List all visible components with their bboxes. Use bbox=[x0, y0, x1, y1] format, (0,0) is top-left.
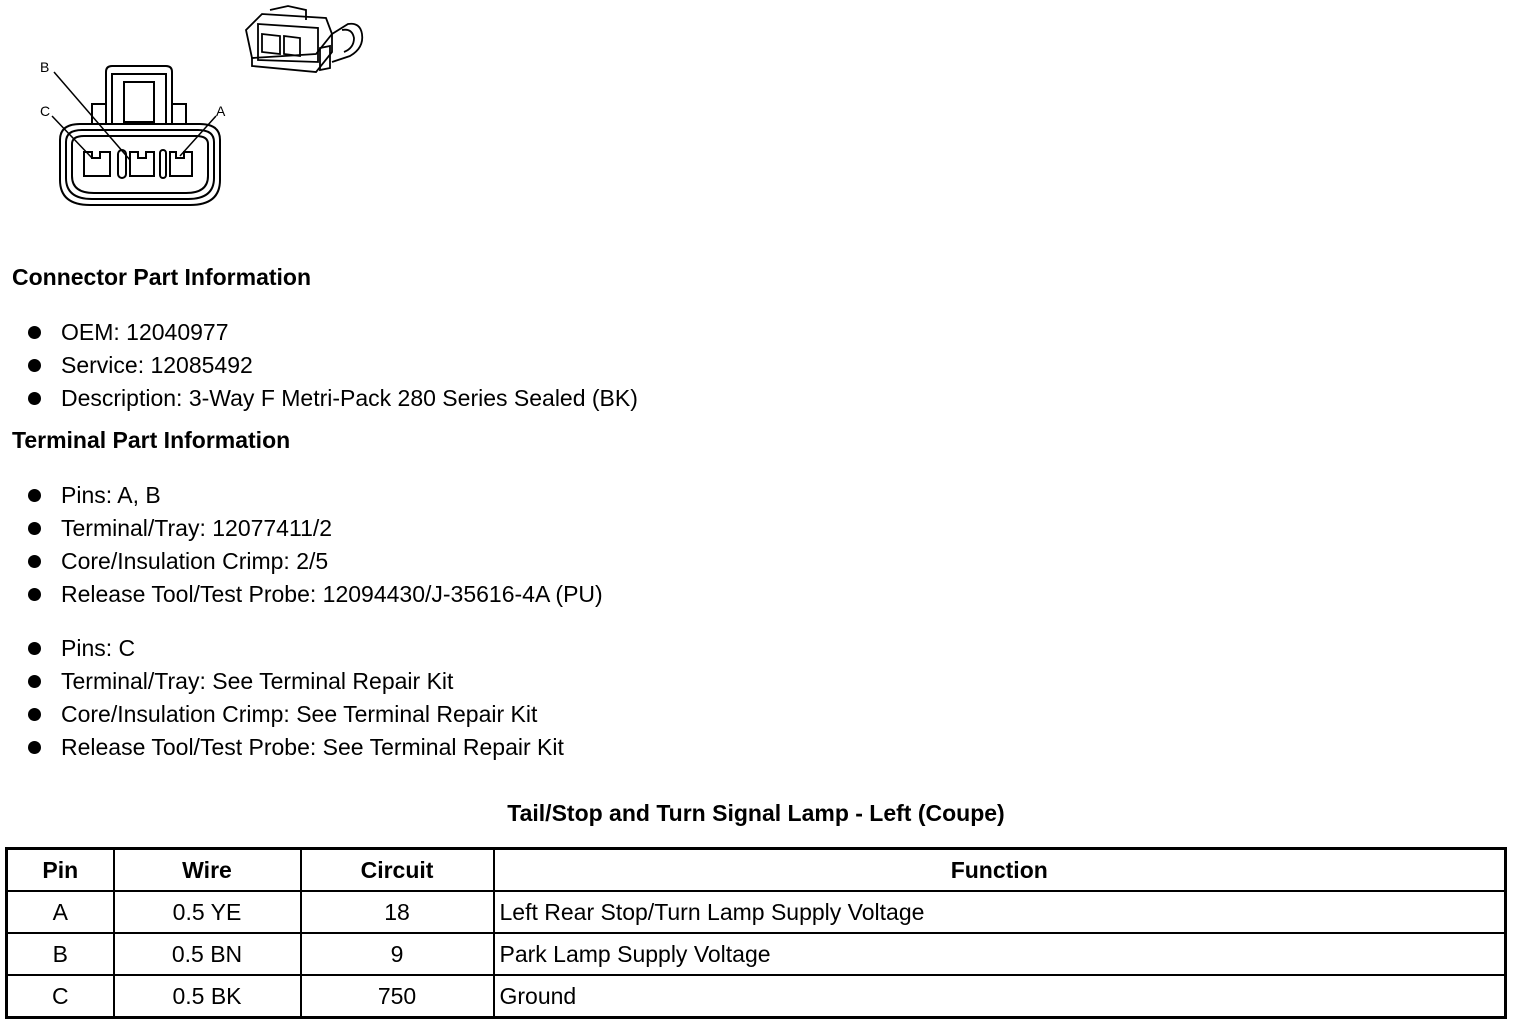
bullet-icon bbox=[28, 675, 41, 688]
bullet-icon bbox=[28, 588, 41, 601]
oem-part: OEM: 12040977 bbox=[61, 319, 229, 345]
table-row bbox=[7, 975, 1506, 1018]
pin-label-b: B bbox=[40, 59, 50, 75]
header-function: Function bbox=[494, 849, 1506, 892]
header-pin: Pin bbox=[7, 849, 114, 892]
cell-circuit: 18 bbox=[301, 891, 494, 933]
table-row bbox=[7, 891, 1506, 933]
bullet-icon bbox=[28, 708, 41, 721]
release-tool: Release Tool/Test Probe: 12094430/J-35616-4A (PU) bbox=[61, 581, 603, 607]
list-item bbox=[28, 578, 603, 611]
bullet-icon bbox=[28, 642, 41, 655]
list-item bbox=[28, 698, 564, 731]
cell-function: Left Rear Stop/Turn Lamp Supply Voltage bbox=[494, 891, 1506, 933]
cell-wire: 0.5 YE bbox=[114, 891, 301, 933]
table-title: Tail/Stop and Turn Signal Lamp - Left (Coupe) bbox=[507, 800, 1005, 826]
pin-label-c: C bbox=[40, 103, 51, 119]
core-crimp: Core/Insulation Crimp: 2/5 bbox=[61, 548, 329, 574]
core-crimp: Core/Insulation Crimp: See Terminal Repair Kit bbox=[61, 701, 538, 727]
bullet-icon bbox=[28, 741, 41, 754]
list-item bbox=[28, 731, 564, 764]
service-part: Service: 12085492 bbox=[61, 352, 253, 378]
list-item bbox=[28, 479, 603, 512]
cell-function: Ground bbox=[494, 975, 1506, 1018]
header-wire: Wire bbox=[114, 849, 301, 892]
pinout-table bbox=[5, 847, 1507, 1019]
bullet-icon bbox=[28, 326, 41, 339]
cell-pin: B bbox=[7, 933, 114, 975]
bullet-icon bbox=[28, 392, 41, 405]
bullet-icon bbox=[28, 555, 41, 568]
connector-part-list bbox=[28, 316, 638, 415]
cell-function: Park Lamp Supply Voltage bbox=[494, 933, 1506, 975]
cell-pin: A bbox=[7, 891, 114, 933]
pins-label: Pins: A, B bbox=[61, 482, 161, 508]
terminal-tray: Terminal/Tray: See Terminal Repair Kit bbox=[61, 668, 454, 694]
list-item bbox=[28, 632, 564, 665]
terminal-part-heading: Terminal Part Information bbox=[12, 427, 291, 453]
pins-label: Pins: C bbox=[61, 635, 136, 661]
list-item bbox=[28, 316, 638, 349]
list-item bbox=[28, 665, 564, 698]
list-item bbox=[28, 349, 638, 382]
bullet-icon bbox=[28, 489, 41, 502]
header-circuit: Circuit bbox=[301, 849, 494, 892]
list-item bbox=[28, 545, 603, 578]
cell-pin: C bbox=[7, 975, 114, 1018]
terminal-tray: Terminal/Tray: 12077411/2 bbox=[61, 515, 333, 541]
pin-label-a: A bbox=[216, 103, 226, 119]
cell-circuit: 750 bbox=[301, 975, 494, 1018]
bullet-icon bbox=[28, 522, 41, 535]
list-item bbox=[28, 512, 603, 545]
table-header-row bbox=[7, 849, 1506, 892]
connector-part-heading: Connector Part Information bbox=[12, 264, 312, 290]
cell-circuit: 9 bbox=[301, 933, 494, 975]
terminal-group-ab bbox=[28, 479, 603, 611]
terminal-group-c bbox=[28, 632, 564, 764]
cell-wire: 0.5 BK bbox=[114, 975, 301, 1018]
connector-diagram bbox=[30, 0, 390, 220]
connector-description: Description: 3-Way F Metri-Pack 280 Series Sealed (BK) bbox=[61, 385, 638, 411]
bullet-icon bbox=[28, 359, 41, 372]
release-tool: Release Tool/Test Probe: See Terminal Repair Kit bbox=[61, 734, 564, 760]
list-item bbox=[28, 382, 638, 415]
table-row bbox=[7, 933, 1506, 975]
cell-wire: 0.5 BN bbox=[114, 933, 301, 975]
